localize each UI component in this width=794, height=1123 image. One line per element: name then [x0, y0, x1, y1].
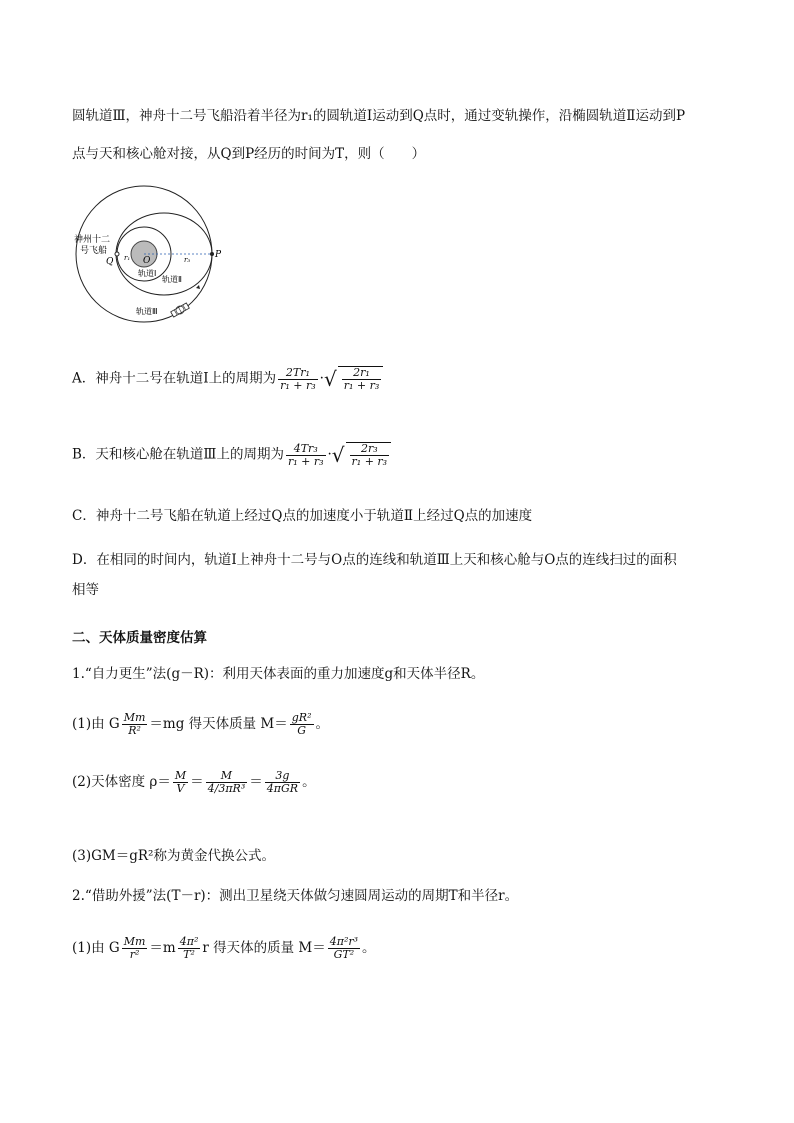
- option-d-line-1: D．在相同的时间内，轨道Ⅰ上神舟十二号与O点的连线和轨道Ⅲ上天和核心舱与O点的连线扫过的面积: [72, 552, 677, 568]
- option-b-fraction: $\frac{\text{4Tr₃}}{\text{r₁ + r₃}}$: [287, 441, 324, 468]
- option-a-prefix: A．神舟十二号在轨道Ⅰ上的周期为: [72, 370, 277, 387]
- sqrt-symbol-a: √: [323, 367, 337, 391]
- option-a-fraction: $\frac{\text{2Tr₁}}{\text{r₁ + r₃}}$: [280, 365, 316, 392]
- label-q: Q: [106, 257, 114, 267]
- station-icon: [170, 302, 190, 318]
- question-line-1: 圆轨道Ⅲ，神舟十二号飞船沿着半径为r₁的圆轨道Ⅰ运动到Q点时，通过变轨操作，沿椭圆轨道Ⅱ运动到P: [72, 108, 686, 124]
- label-feichuan: 号飞船: [80, 246, 108, 256]
- point-p: [210, 252, 214, 256]
- option-c: C．神舟十二号飞船在轨道上经过Q点的加速度小于轨道Ⅱ上经过Q点的加速度: [72, 508, 533, 524]
- item-1: 1.“自力更生”法(g－R)：利用天体表面的重力加速度g和天体半径R。: [72, 666, 485, 682]
- item-2-1: (1)由 G $\frac{Mm}{\text{r²}}$ ＝m $\frac{\text{4π²}}{\text{T²}}$ r 得天体的质量 M＝ $\frac{\text{4π²r³}}{\text{GT²}}$ 。: [72, 935, 376, 961]
- orbit-arrow: [196, 285, 200, 289]
- point-q: [115, 252, 119, 256]
- item-1-2: (2)天体密度 ρ＝ $\frac{M}{V}$ ＝ $\frac{M}{\text{4/3πR³}}$ ＝ $\frac{3g}{\text{4πGR}}$ 。: [72, 769, 316, 795]
- orbit-diagram: [72, 184, 232, 326]
- question-line-2: 点与天和核心舱对接，从Q到P经历的时间为T，则（ ）: [72, 146, 426, 162]
- option-b-prefix: B．天和核心舱在轨道Ⅲ上的周期为: [72, 446, 284, 463]
- option-a-radicand: $\frac{\text{2r₁}}{\text{r₁ + r₃}}$: [338, 366, 384, 392]
- item-1-3: (3)GM＝gR²称为黄金代换公式。: [72, 848, 275, 864]
- label-shenzhou: 神州十二: [74, 235, 111, 245]
- label-p: P: [215, 250, 222, 260]
- option-b: B．天和核心舱在轨道Ⅲ上的周期为 $\frac{\text{4Tr₃}}{\text{r₁ + r₃}}$ ·√ $\frac{\text{2r₃}}{\text{r₁ + r₃}}$: [72, 442, 391, 468]
- section-heading: 二、天体质量密度估算: [72, 630, 207, 646]
- label-o: O: [143, 256, 151, 266]
- label-orbit-2: 轨道Ⅱ: [162, 275, 182, 284]
- sqrt-symbol-b: √: [331, 443, 345, 467]
- item-2: 2.“借助外援”法(T－r)：测出卫星绕天体做匀速圆周运动的周期T和半径r。: [72, 888, 519, 904]
- label-r1: r₁: [124, 254, 131, 262]
- label-orbit-1: 轨道Ⅰ: [138, 269, 157, 278]
- option-d-line-2: 相等: [72, 582, 99, 598]
- option-a: A．神舟十二号在轨道Ⅰ上的周期为 $\frac{\text{2Tr₁}}{\text{r₁ + r₃}}$ ·√ $\frac{\text{2r₁}}{\text{r₁ + r₃}}$: [72, 366, 383, 392]
- label-r3: r₃: [184, 256, 191, 264]
- item-1-1: (1)由 G $\frac{Mm}{\text{R²}}$ ＝mg 得天体质量 M＝ $\frac{\text{gR²}}{G}$ 。: [72, 711, 329, 737]
- option-b-radicand: $\frac{\text{2r₃}}{\text{r₁ + r₃}}$: [346, 442, 392, 468]
- label-orbit-3: 轨道Ⅲ: [136, 307, 158, 316]
